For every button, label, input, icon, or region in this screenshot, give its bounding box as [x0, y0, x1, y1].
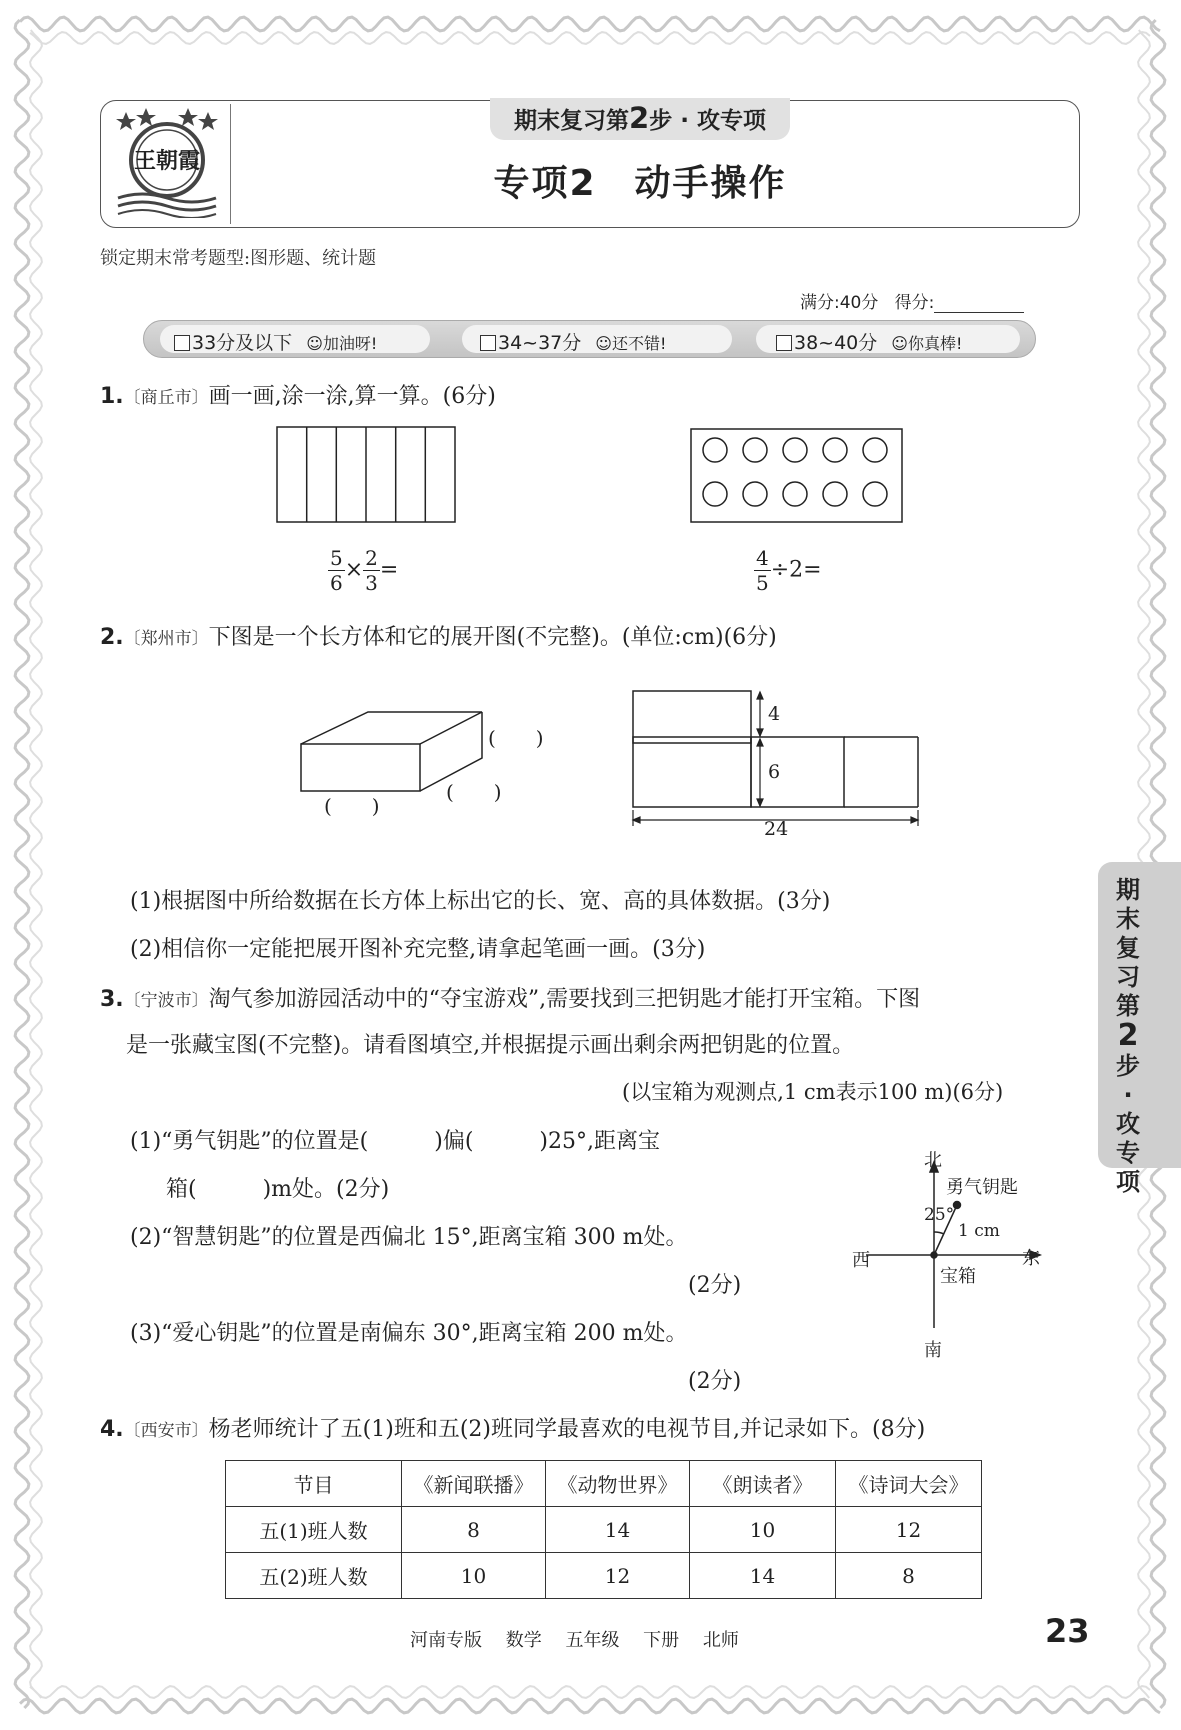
- table-cell: 五(1)班人数: [226, 1507, 402, 1553]
- q3-sub1a: (1)“勇气钥匙”的位置是( )偏( )25°,距离宝: [130, 1129, 660, 1154]
- q3-sub1b: 箱( )m处。(2分): [166, 1177, 390, 1202]
- q3-heading: [100, 982, 920, 1013]
- side-section-tab[interactable]: [1098, 862, 1181, 1196]
- grade-comment: 加油呀!: [322, 334, 378, 353]
- question-number: 1.: [100, 384, 124, 409]
- page-number: 23: [1045, 1612, 1090, 1650]
- side-tab-step-number: 2: [1117, 1018, 1139, 1053]
- grade-bar: [143, 320, 1036, 358]
- q1-heading: [100, 379, 496, 410]
- grade-checkbox[interactable]: [776, 335, 792, 351]
- q3-sub3-points: (2分): [688, 1369, 742, 1394]
- page-title: 专项2 动手操作: [493, 163, 787, 204]
- score-line: [800, 288, 1024, 313]
- score-blank[interactable]: [934, 297, 1024, 313]
- question-text: 杨老师统计了五(1)班和五(2)班同学最喜欢的电视节目,并记录如下。(8分): [208, 1417, 926, 1442]
- q3-sub3: (3)“爱心钥匙”的位置是南偏东 30°,距离宝箱 200 m处。: [130, 1321, 688, 1346]
- numerator: 5: [330, 546, 343, 570]
- fraction: [363, 546, 380, 595]
- fraction: [328, 546, 345, 595]
- table-cell: 12: [546, 1553, 690, 1599]
- grade-checkbox[interactable]: [480, 335, 496, 351]
- question-number: 3.: [100, 987, 124, 1012]
- map-south: 南: [924, 1340, 942, 1361]
- q3-sub2-points: (2分): [688, 1273, 742, 1298]
- q3-sub2: (2)“智慧钥匙”的位置是西偏北 15°,距离宝箱 300 m处。: [130, 1225, 688, 1250]
- question-text: 下图是一个长方体和它的展开图(不完整)。(单位:cm)(6分): [208, 625, 777, 650]
- side-tab-text-c: 步 · 攻 专 项: [1116, 1052, 1140, 1196]
- got-score-label: 得分:: [894, 293, 935, 313]
- fraction: [754, 546, 771, 595]
- table-cell: 8: [836, 1553, 982, 1599]
- logo-text: 王朝霞: [133, 148, 201, 174]
- full-score: 满分:40分: [800, 293, 879, 313]
- cuboid-width-blank[interactable]: ( ): [446, 780, 502, 804]
- table-cell: 10: [402, 1553, 546, 1599]
- q3-note: (以宝箱为观测点,1 cm表示100 m)(6分): [622, 1080, 1004, 1104]
- grade-range: 38~40分: [794, 332, 878, 354]
- map-angle: 25°: [924, 1205, 955, 1225]
- denominator: 5: [756, 571, 769, 595]
- question-source: 〔商丘市〕: [123, 388, 209, 408]
- table-header-row: [226, 1461, 982, 1507]
- q1-expression-2: [754, 546, 882, 595]
- q2-sub2: (2)相信你一定能把展开图补充完整,请拿起笔画一画。(3分): [130, 937, 706, 962]
- brand-logo: [112, 106, 222, 218]
- table-cell: 8: [402, 1507, 546, 1553]
- map-key-label: 勇气钥匙: [946, 1177, 1018, 1198]
- equals: =: [379, 557, 399, 583]
- cuboid-length-blank[interactable]: ( ): [324, 794, 380, 818]
- grade-checkbox[interactable]: [174, 335, 190, 351]
- table-header: 《动物世界》: [546, 1461, 690, 1507]
- grade-item-1: [174, 328, 377, 355]
- footer-text: 河南专版 数学 五年级 下册 北师: [410, 1630, 739, 1651]
- map-east: 东: [1022, 1248, 1040, 1269]
- dim-4: 4: [768, 703, 781, 725]
- grade-item-3: [776, 328, 962, 355]
- step-suffix: 步 · 攻专项: [649, 108, 766, 134]
- grade-range: 34~37分: [498, 332, 582, 354]
- table-header: 《新闻联播》: [402, 1461, 546, 1507]
- question-number: 4.: [100, 1417, 124, 1442]
- question-number: 2.: [100, 625, 124, 650]
- step-number: 2: [629, 101, 650, 135]
- step-tab: [490, 98, 790, 140]
- table-cell: 五(2)班人数: [226, 1553, 402, 1599]
- grade-range: 33分及以下: [192, 332, 293, 354]
- grade-item-2: [480, 328, 666, 355]
- q2-heading: [100, 620, 777, 651]
- denominator: 6: [330, 571, 343, 595]
- numerator: 4: [756, 546, 769, 570]
- map-west: 西: [852, 1250, 870, 1271]
- operator: ×: [344, 557, 364, 583]
- expression-rest: ÷2=: [770, 557, 822, 583]
- grade-comment: 还不错!: [611, 334, 667, 353]
- smile-icon: ☺: [595, 334, 612, 353]
- side-tab-text-a: 期 末 复 习 第: [1116, 876, 1140, 1020]
- step-prefix: 期末复习第: [514, 108, 630, 134]
- question-text: 画一画,涂一涂,算一算。(6分): [208, 384, 496, 409]
- grade-comment: 你真棒!: [907, 334, 963, 353]
- q2-sub1: (1)根据图中所给数据在长方体上标出它的长、宽、高的具体数据。(3分): [130, 889, 831, 914]
- table-cell: 14: [546, 1507, 690, 1553]
- question-text: 淘气参加游园活动中的“夺宝游戏”,需要找到三把钥匙才能打开宝箱。下图: [208, 987, 921, 1012]
- q1-expression-1: [328, 546, 458, 595]
- table-header: 节目: [226, 1461, 402, 1507]
- question-source: 〔宁波市〕: [123, 991, 209, 1011]
- q3-text-2: 是一张藏宝图(不完整)。请看图填空,并根据提示画出剩余两把钥匙的位置。: [126, 1033, 855, 1058]
- cuboid-height-blank[interactable]: ( ): [488, 726, 544, 750]
- question-source: 〔郑州市〕: [123, 629, 209, 649]
- table-header: 《朗读者》: [690, 1461, 836, 1507]
- tv-program-table: [225, 1460, 982, 1599]
- table-row: [226, 1507, 982, 1553]
- dim-6: 6: [768, 761, 781, 783]
- table-cell: 14: [690, 1553, 836, 1599]
- table-cell: 10: [690, 1507, 836, 1553]
- numerator: 2: [365, 546, 378, 570]
- denominator: 3: [365, 571, 378, 595]
- header-divider: [230, 104, 231, 224]
- q4-heading: [100, 1412, 925, 1443]
- map-scale: 1 cm: [958, 1221, 1000, 1241]
- q1-circle-diagram[interactable]: [690, 428, 904, 524]
- lock-text: 锁定期末常考题型:图形题、统计题: [100, 248, 377, 269]
- question-source: 〔西安市〕: [123, 1421, 209, 1441]
- smile-icon: ☺: [306, 334, 323, 353]
- map-north: 北: [924, 1150, 942, 1171]
- map-chest: 宝箱: [940, 1266, 976, 1287]
- q1-strip-diagram[interactable]: [276, 426, 458, 524]
- table-cell: 12: [836, 1507, 982, 1553]
- table-row: [226, 1553, 982, 1599]
- dim-24: 24: [764, 818, 789, 840]
- smile-icon: ☺: [891, 334, 908, 353]
- table-header: 《诗词大会》: [836, 1461, 982, 1507]
